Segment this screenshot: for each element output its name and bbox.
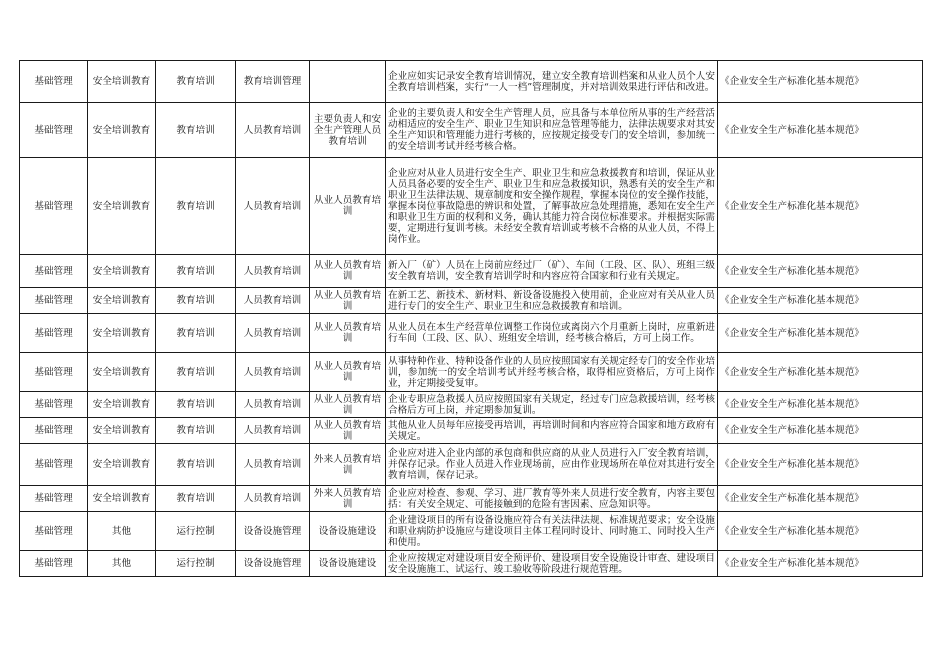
reference-cell: 《企业安全生产标准化基本规范》 xyxy=(718,444,923,486)
category-cell: 基础管理 xyxy=(20,353,88,392)
subitem-cell xyxy=(310,61,386,103)
category-cell: 基础管理 xyxy=(20,486,88,512)
element-cell: 教育培训 xyxy=(156,392,236,418)
category-cell: 基础管理 xyxy=(20,314,88,353)
element-cell: 教育培训 xyxy=(156,418,236,444)
table-row xyxy=(20,353,923,392)
table-row xyxy=(20,512,923,551)
subcategory-cell: 其他 xyxy=(88,551,156,577)
table-row xyxy=(20,61,923,103)
requirement-cell: 企业建设项目的所有设备设施应符合有关法律法规、标准规范要求；安全设施和职业病防护设施应与建设项目主体工程同时设计、同时施工、同时投入生产和使用。 xyxy=(386,512,718,551)
element-cell: 教育培训 xyxy=(156,158,236,255)
element-cell: 教育培训 xyxy=(156,444,236,486)
item-cell: 设备设施管理 xyxy=(236,551,310,577)
item-cell: 人员教育培训 xyxy=(236,103,310,158)
subitem-cell: 从业人员教育培训 xyxy=(310,392,386,418)
subitem-cell: 外来人员教育培训 xyxy=(310,444,386,486)
category-cell: 基础管理 xyxy=(20,392,88,418)
reference-cell: 《企业安全生产标准化基本规范》 xyxy=(718,255,923,288)
table-row xyxy=(20,486,923,512)
reference-cell: 《企业安全生产标准化基本规范》 xyxy=(718,314,923,353)
element-cell: 教育培训 xyxy=(156,103,236,158)
element-cell: 教育培训 xyxy=(156,255,236,288)
item-cell: 人员教育培训 xyxy=(236,444,310,486)
reference-cell: 《企业安全生产标准化基本规范》 xyxy=(718,512,923,551)
standards-table xyxy=(19,60,923,577)
table-row xyxy=(20,314,923,353)
element-cell: 运行控制 xyxy=(156,551,236,577)
requirement-cell: 其他从业人员每年应接受再培训，再培训时间和内容应符合国家和地方政府有关规定。 xyxy=(386,418,718,444)
subitem-cell: 从业人员教育培训 xyxy=(310,255,386,288)
table-row xyxy=(20,103,923,158)
requirement-cell: 从业人员在本生产经营单位调整工作岗位或离岗六个月重新上岗时，应重新进行车间（工段、区、队）、班组安全培训，经考核合格后，方可上岗工作。 xyxy=(386,314,718,353)
requirement-cell: 在新工艺、新技术、新材料、新设备设施投入使用前，企业应对有关从业人员进行专门的安全生产、职业卫生和应急救援教育和培训。 xyxy=(386,288,718,314)
item-cell: 人员教育培训 xyxy=(236,353,310,392)
reference-cell: 《企业安全生产标准化基本规范》 xyxy=(718,486,923,512)
reference-cell: 《企业安全生产标准化基本规范》 xyxy=(718,288,923,314)
reference-cell: 《企业安全生产标准化基本规范》 xyxy=(718,418,923,444)
item-cell: 人员教育培训 xyxy=(236,255,310,288)
category-cell: 基础管理 xyxy=(20,103,88,158)
subitem-cell: 设备设施建设 xyxy=(310,551,386,577)
element-cell: 教育培训 xyxy=(156,353,236,392)
table-row xyxy=(20,551,923,577)
table-row xyxy=(20,444,923,486)
category-cell: 基础管理 xyxy=(20,418,88,444)
category-cell: 基础管理 xyxy=(20,444,88,486)
reference-cell: 《企业安全生产标准化基本规范》 xyxy=(718,392,923,418)
table-row xyxy=(20,418,923,444)
element-cell: 教育培训 xyxy=(156,61,236,103)
item-cell: 人员教育培训 xyxy=(236,486,310,512)
item-cell: 设备设施管理 xyxy=(236,512,310,551)
table-row xyxy=(20,392,923,418)
element-cell: 教育培训 xyxy=(156,486,236,512)
subitem-cell: 从业人员教育培训 xyxy=(310,314,386,353)
subcategory-cell: 安全培训教育 xyxy=(88,486,156,512)
category-cell: 基础管理 xyxy=(20,255,88,288)
requirement-cell: 从事特种作业、特种设备作业的人员应按照国家有关规定经专门的安全作业培训，参加统一的安全培训考试并经考核合格，取得相应资格后，方可上岗作业，并定期接受复审。 xyxy=(386,353,718,392)
requirement-cell: 新入厂（矿）人员在上岗前应经过厂（矿）、车间（工段、区、队）、班组三级安全教育培训，安全教育培训学时和内容应符合国家和行业有关规定。 xyxy=(386,255,718,288)
category-cell: 基础管理 xyxy=(20,512,88,551)
item-cell: 教育培训管理 xyxy=(236,61,310,103)
requirement-cell: 企业的主要负责人和安全生产管理人员，应具备与本单位所从事的生产经营活动相适应的安全生产、职业卫生知识和应急管理等能力，法律法规要求对其安全生产知识和管理能力进行考核的，应按规定接受专门的安全培训，参加统一的安全培训考试并经考核合格。 xyxy=(386,103,718,158)
requirement-cell: 企业应对检查、参观、学习、进厂教育等外来人员进行安全教育，内容主要包括：有关安全规定、可能接触到的危险有害因素、应急知识等。 xyxy=(386,486,718,512)
requirement-cell: 企业应如实记录安全教育培训情况，建立安全教育培训档案和从业人员个人安全教育培训档案，实行“一人一档”管理制度，并对培训效果进行评估和改进。 xyxy=(386,61,718,103)
table-row xyxy=(20,288,923,314)
subcategory-cell: 安全培训教育 xyxy=(88,392,156,418)
table-row xyxy=(20,158,923,255)
category-cell: 基础管理 xyxy=(20,158,88,255)
category-cell: 基础管理 xyxy=(20,551,88,577)
subitem-cell: 从业人员教育培训 xyxy=(310,158,386,255)
subitem-cell: 设备设施建设 xyxy=(310,512,386,551)
reference-cell: 《企业安全生产标准化基本规范》 xyxy=(718,353,923,392)
subitem-cell: 从业人员教育培训 xyxy=(310,288,386,314)
element-cell: 教育培训 xyxy=(156,288,236,314)
element-cell: 运行控制 xyxy=(156,512,236,551)
subcategory-cell: 安全培训教育 xyxy=(88,444,156,486)
item-cell: 人员教育培训 xyxy=(236,314,310,353)
subitem-cell: 从业人员教育培训 xyxy=(310,353,386,392)
item-cell: 人员教育培训 xyxy=(236,158,310,255)
reference-cell: 《企业安全生产标准化基本规范》 xyxy=(718,158,923,255)
reference-cell: 《企业安全生产标准化基本规范》 xyxy=(718,551,923,577)
reference-cell: 《企业安全生产标准化基本规范》 xyxy=(718,103,923,158)
subcategory-cell: 其他 xyxy=(88,512,156,551)
subcategory-cell: 安全培训教育 xyxy=(88,314,156,353)
subcategory-cell: 安全培训教育 xyxy=(88,103,156,158)
requirement-cell: 企业专职应急救援人员应按照国家有关规定，经过专门应急救援培训，经考核合格后方可上岗，并定期参加复训。 xyxy=(386,392,718,418)
subitem-cell: 外来人员教育培训 xyxy=(310,486,386,512)
requirement-cell: 企业应按规定对建设项目安全预评价、建设项目安全设施设计审查、建设项目安全设施施工、试运行、竣工验收等阶段进行规范管理。 xyxy=(386,551,718,577)
subcategory-cell: 安全培训教育 xyxy=(88,418,156,444)
subitem-cell: 主要负责人和安全生产管理人员教育培训 xyxy=(310,103,386,158)
item-cell: 人员教育培训 xyxy=(236,288,310,314)
item-cell: 人员教育培训 xyxy=(236,418,310,444)
category-cell: 基础管理 xyxy=(20,288,88,314)
reference-cell: 《企业安全生产标准化基本规范》 xyxy=(718,61,923,103)
subitem-cell: 从业人员教育培训 xyxy=(310,418,386,444)
subcategory-cell: 安全培训教育 xyxy=(88,353,156,392)
table-body xyxy=(20,61,923,577)
requirement-cell: 企业应对从业人员进行安全生产、职业卫生和应急救援教育和培训，保证从业人员具备必要的安全生产、职业卫生和应急救援知识，熟悉有关的安全生产和职业卫生法律法规、规章制度和安全操作规程，掌握本岗位的安全操作技能，掌握本岗位事故隐患的辨识和处置，了解事故应急处理措施，悉知在安全生产和职业卫生方面的权利和义务，确认其能力符合岗位标准要求。并根据实际需要，定期进行复训考核。未经安全教育培训或考核不合格的从业人员，不得上岗作业。 xyxy=(386,158,718,255)
requirement-cell: 企业应对进入企业内部的承包商和供应商的从业人员进行入厂安全教育培训，并保存记录。作业人员进入作业现场前，应由作业现场所在单位对其进行安全教育培训，保存记录。 xyxy=(386,444,718,486)
item-cell: 人员教育培训 xyxy=(236,392,310,418)
subcategory-cell: 安全培训教育 xyxy=(88,158,156,255)
subcategory-cell: 安全培训教育 xyxy=(88,288,156,314)
subcategory-cell: 安全培训教育 xyxy=(88,61,156,103)
element-cell: 教育培训 xyxy=(156,314,236,353)
table-row xyxy=(20,255,923,288)
category-cell: 基础管理 xyxy=(20,61,88,103)
subcategory-cell: 安全培训教育 xyxy=(88,255,156,288)
